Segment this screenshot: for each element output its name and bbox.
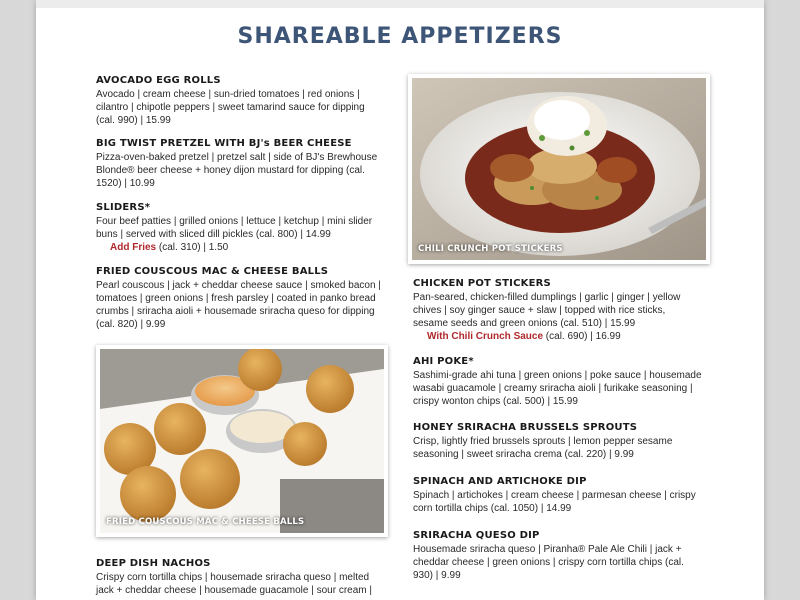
menu-item-spinach-artichoke-dip — [413, 476, 703, 515]
photo-caption: FRIED COUSCOUS MAC & CHEESE BALLS — [106, 517, 305, 527]
potstickers-image — [412, 78, 706, 260]
item-name: CHICKEN POT STICKERS — [413, 278, 551, 289]
item-description: Pizza-oven-baked pretzel | pretzel salt | side of BJ's Brewhouse Blonde® beer cheese + honey dijon mustard for dipping (cal. 1520) | 10.99 — [96, 152, 378, 189]
menu-item-sliders — [96, 202, 386, 254]
addon-label: With Chili Crunch Sauce — [427, 331, 544, 342]
item-name: DEEP DISH NACHOS — [96, 558, 211, 569]
item-description: Sashimi-grade ahi tuna | green onions | poke sauce | housemade wasabi guacamole | creamy sriracha aioli | furikake seasoning | crispy wonton chips (cal. 500) | 15.99 — [413, 370, 702, 407]
item-name: HONEY SRIRACHA BRUSSELS SPROUTS — [413, 422, 638, 433]
item-name: AHI POKE* — [413, 356, 474, 367]
item-name: BIG TWIST PRETZEL WITH BJ's BEER CHEESE — [96, 138, 352, 149]
item-description: Avocado | cream cheese | sun-dried tomatoes | red onions | cilantro | chipotle peppers | sweet tamarind sauce for dipping (cal. 990) | 15.99 — [96, 89, 365, 126]
photo-caption: CHILI CRUNCH POT STICKERS — [418, 244, 563, 254]
macballs-image — [100, 349, 384, 533]
item-name: SLIDERS* — [96, 202, 151, 213]
item-name: AVOCADO EGG ROLLS — [96, 75, 221, 86]
menu-item-brussels-sprouts — [413, 422, 703, 461]
item-description: Housemade sriracha queso | Piranha® Pale Ale Chili | jack + cheddar cheese | green onions | crispy corn tortilla chips (cal. 930) | 9.99 — [413, 544, 684, 581]
item-description: Spinach | artichokes | cream cheese | parmesan cheese | crispy corn tortilla chips (cal. 1050) | 14.99 — [413, 490, 696, 514]
item-description: Crisp, lightly fried brussels sprouts | lemon pepper sesame seasoning | sweet sriracha crema (cal. 220) | 9.99 — [413, 436, 673, 460]
item-name: FRIED COUSCOUS MAC & CHEESE BALLS — [96, 266, 329, 277]
item-addon — [413, 330, 703, 343]
menu-item-ahi-poke — [413, 356, 703, 408]
menu-item-chicken-pot-stickers — [413, 278, 703, 343]
item-description: Pan-seared, chicken-filled dumplings | garlic | ginger | yellow chives | soy ginger sauce + slaw | topped with rice sticks, sesame seeds and green onions (cal. 510) | 15.99 — [413, 292, 681, 329]
menu-item-avocado-egg-rolls — [96, 75, 386, 127]
menu-page — [36, 0, 764, 600]
item-description: Crispy corn tortilla chips | housemade sriracha queso | melted jack + cheddar cheese | housemade guacamole | sour cream | — [96, 572, 373, 596]
page-top-edge — [36, 0, 764, 8]
addon-price: (cal. 310) | 1.50 — [156, 242, 229, 253]
addon-price: (cal. 690) | 16.99 — [543, 331, 621, 342]
item-description: Four beef patties | grilled onions | lettuce | ketchup | mini slider buns | served with sliced dill pickles (cal. 800) | 14.99 — [96, 216, 373, 240]
menu-item-sriracha-queso-dip — [413, 530, 703, 582]
potstickers-photo — [408, 74, 710, 264]
menu-item-big-twist-pretzel — [96, 138, 386, 190]
macballs-photo — [96, 345, 388, 537]
menu-item-couscous-mac-balls — [96, 266, 386, 331]
item-addon — [96, 241, 386, 254]
item-name: SRIRACHA QUESO DIP — [413, 530, 540, 541]
menu-item-deep-dish-nachos — [96, 558, 386, 597]
item-name: SPINACH AND ARTICHOKE DIP — [413, 476, 587, 487]
item-description: Pearl couscous | jack + cheddar cheese sauce | smoked bacon | tomatoes | green onions | fresh parsley | coated in panko bread crumbs | sriracha aioli + housemade sriracha queso for dipping (cal. 820) | 9.99 — [96, 280, 381, 330]
addon-label: Add Fries — [110, 242, 157, 253]
section-title: SHAREABLE APPETIZERS — [237, 24, 563, 49]
